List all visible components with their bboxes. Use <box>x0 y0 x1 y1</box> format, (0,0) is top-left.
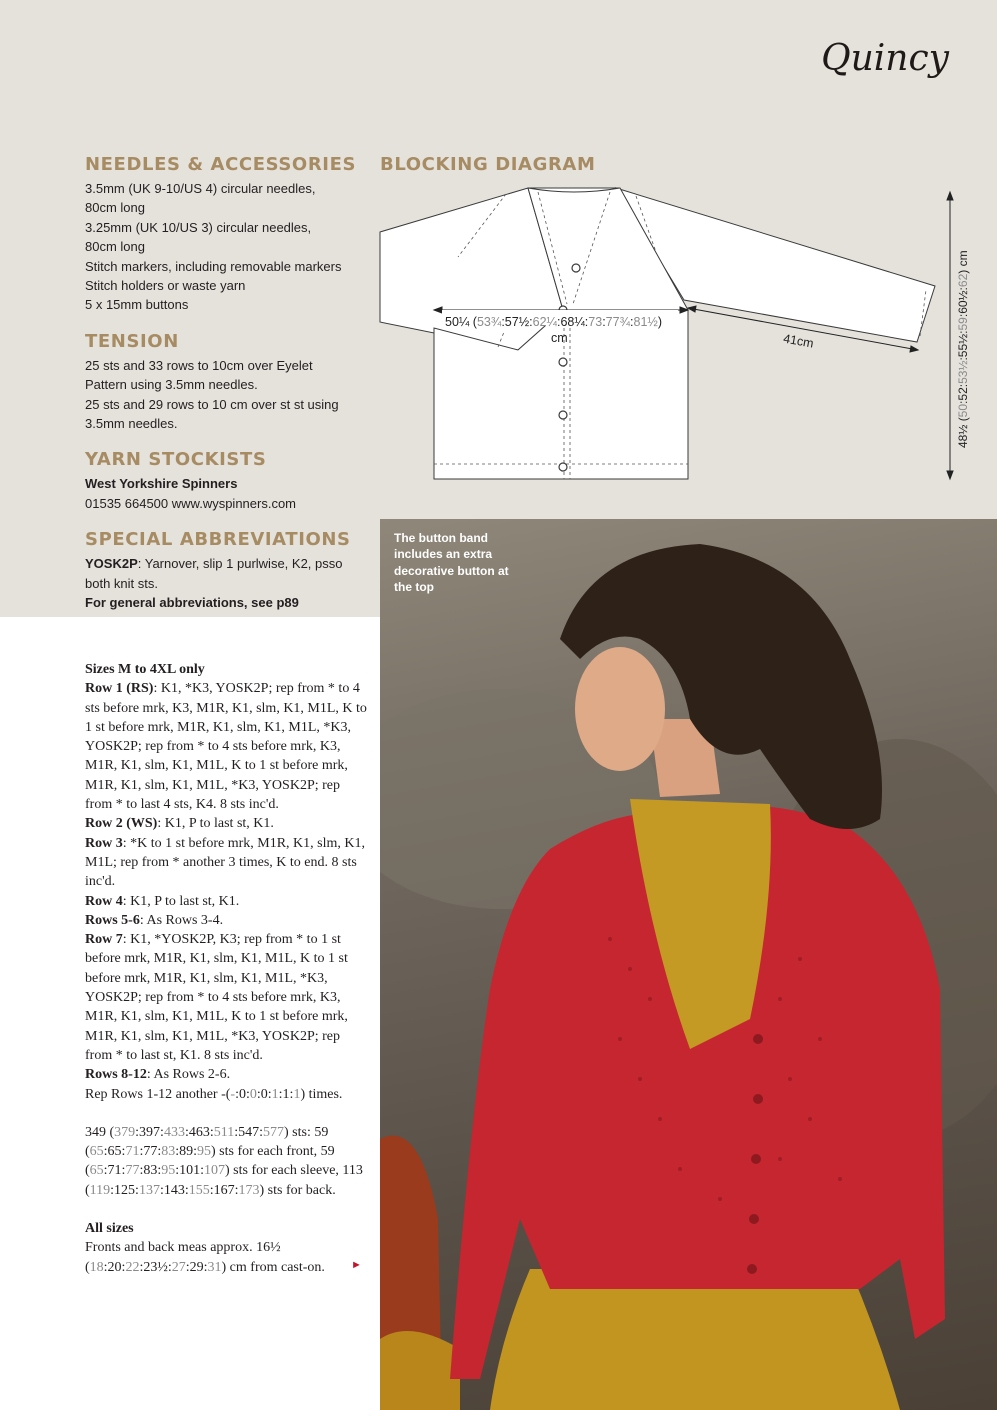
sleeve-measurement: 41cm <box>782 331 815 351</box>
skirt <box>490 1269 900 1410</box>
blocking-diagram-heading: BLOCKING DIAGRAM <box>380 154 596 175</box>
info-column <box>85 154 370 629</box>
needles-line: 3.5mm (UK 9-10/US 4) circular needles, <box>85 181 316 196</box>
pattern-row: Row 2 (WS): K1, P to last st, K1. <box>85 816 274 832</box>
tension-heading: TENSION <box>85 330 179 352</box>
abbreviation-term: YOSK2P <box>85 556 138 572</box>
stockist-name: West Yorkshire Spinners <box>85 476 238 492</box>
needles-line: Stitch holders or waste yarn <box>85 278 246 294</box>
pattern-row: Rows 8-12: As Rows 2-6. <box>85 1067 231 1083</box>
pattern-row: Rows 5-6: As Rows 3-4. <box>85 912 224 928</box>
general-abbreviations-note: For general abbreviations, see p89 <box>85 595 299 611</box>
tension-line: 25 sts and 33 rows to 10cm over Eyelet <box>85 357 313 373</box>
button <box>559 463 567 471</box>
tension-line: 3.5mm needles. <box>85 416 178 432</box>
needles-line: 80cm long <box>85 200 145 216</box>
arrowhead <box>947 471 953 479</box>
arrowhead <box>910 346 918 352</box>
pattern-subhead: Sizes M to 4XL only <box>85 662 205 677</box>
arrowhead <box>688 306 696 312</box>
continue-arrow-icon: ► <box>351 1258 362 1271</box>
abbreviations-heading: SPECIAL ABBREVIATIONS <box>85 529 351 551</box>
model-illustration <box>380 519 997 1410</box>
pattern-row: Row 1 (RS): K1, *K3, YOSK2P; rep from * to 4 sts before mrk, K3, M1R, K1, slm, K1, M1L, K to 1 st before mrk, M1R, K1, slm, K1, M1L, *K3, YOSK2P; rep from * to 4 sts before mrk, K3, M1R, K1, slm, K1, M1L, K to 1 st before mrk, M1R, K1, slm, K1, M1L, *K3, YOSK2P; rep from * to last 4 sts, K4. 8 sts inc'd. <box>85 681 367 813</box>
length-measurement: 48½ (50:52:53½:55½:59:60½:62) cm <box>956 250 970 448</box>
abbreviations-section <box>85 529 370 612</box>
repeat-instruction: Rep Rows 1-12 another -(-:0:0:0:1:1:1) times. <box>85 1086 343 1102</box>
needles-heading: NEEDLES & ACCESSORIES <box>85 154 357 175</box>
stockists-section <box>85 449 370 513</box>
face <box>575 647 665 771</box>
button <box>559 411 567 419</box>
stitch-counts: 349 (379:397:433:463:511:547:577) sts: 59 (65:65:71:77:83:89:95) sts for each front, 59 (65:71:77:83:95:101:107) sts for each sleeve, 113 (119:125:137:143:155:167:173) sts for back. <box>85 1124 363 1198</box>
page-title: Quincy <box>821 38 949 79</box>
photo-caption: The button band includes an extra decorative button at the top <box>394 531 509 594</box>
needles-line: 3.25mm (UK 10/US 3) circular needles, <box>85 219 312 235</box>
all-sizes-subhead: All sizes <box>85 1221 134 1237</box>
pattern-row: Row 7: K1, *YOSK2P, K3; rep from * to 1 st before mrk, M1R, K1, slm, K1, M1L, K to 1 st before mrk, M1R, K1, slm, K1, M1L, *K3, YOSK2P; rep from * to 4 sts before mrk, K3, M1R, K1, slm, K1, M1L, K to 1 st before mrk, M1R, K1, slm, K1, M1L, *K3, YOSK2P; rep from * to last st, K1. 8 sts inc'd. <box>85 932 348 1063</box>
pattern-instructions <box>85 660 367 1277</box>
stockists-heading: YARN STOCKISTS <box>85 449 267 471</box>
model-photo <box>380 519 997 1410</box>
blocking-diagram <box>378 182 983 487</box>
needles-line: Stitch markers, including removable markers <box>85 258 342 274</box>
stockist-contact: 01535 664500 www.wyspinners.com <box>85 495 297 511</box>
pattern-row: Row 3: *K to 1 st before mrk, M1R, K1, slm, K1, M1L; rep from * another 3 times, K to end. 8 sts inc'd. <box>85 835 365 890</box>
chest-measurement: 50¼ (53¾:57½:62¼:68¼:73:77¾:81½) <box>445 315 663 329</box>
button <box>559 358 567 366</box>
button <box>572 264 580 272</box>
arrowhead <box>947 192 953 200</box>
tension-section <box>85 331 370 434</box>
pattern-row: Row 4: K1, P to last st, K1. <box>85 893 240 909</box>
needles-section <box>85 154 370 315</box>
tension-line: Pattern using 3.5mm needles. <box>85 377 258 393</box>
needles-line: 5 x 15mm buttons <box>85 297 189 313</box>
needles-line: 80cm long <box>85 239 145 255</box>
tension-line: 25 sts and 29 rows to 10 cm over st st using <box>85 396 339 412</box>
chest-unit: cm <box>551 331 568 345</box>
abbreviation-entry <box>85 554 370 593</box>
final-measurement: Fronts and back meas approx. 16½ (18:20:22:23½:27:29:31) cm from cast-on. <box>85 1240 325 1275</box>
abbreviation-definition: : Yarnover, slip 1 purlwise, K2, psso both knit sts. <box>85 556 343 591</box>
